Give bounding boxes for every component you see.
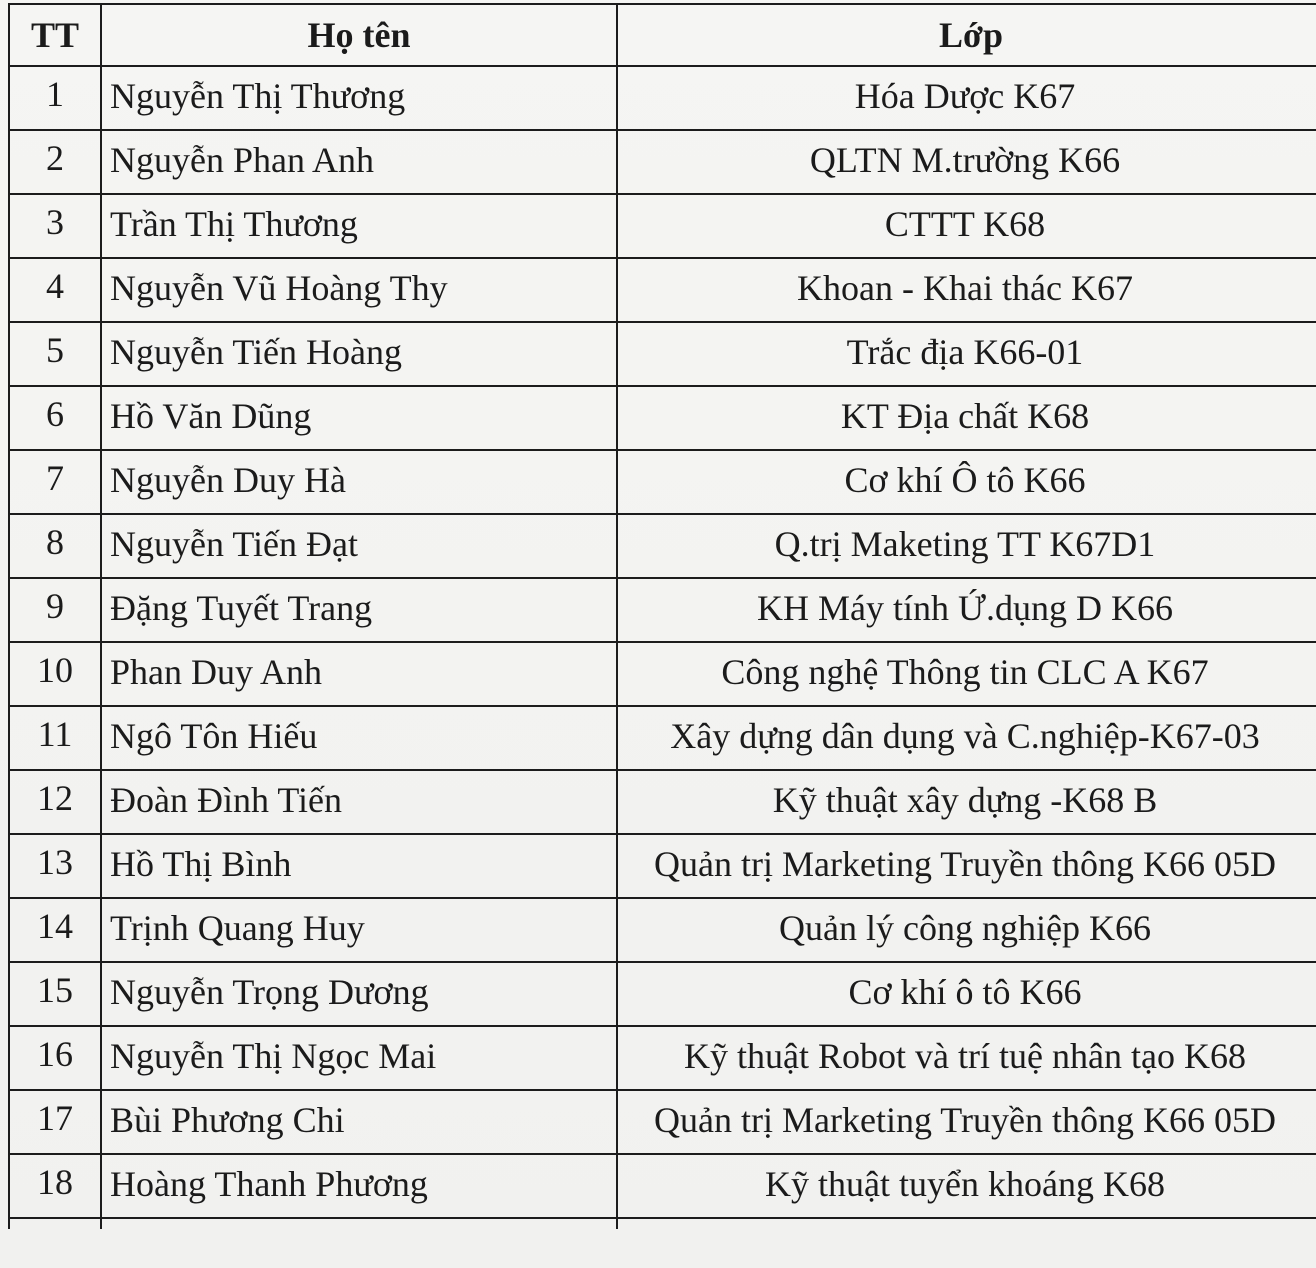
row-number: 7: [9, 450, 101, 514]
class-name: CTTT K68: [617, 194, 1316, 258]
class-name: Trắc địa K66-01: [617, 322, 1316, 386]
row-number: 3: [9, 194, 101, 258]
table-row: [9, 66, 1316, 130]
class-name: KH Máy tính Ứ.dụng D K66: [617, 578, 1316, 642]
table-row: [9, 962, 1316, 1026]
row-number: 8: [9, 514, 101, 578]
header-name: Họ tên: [101, 4, 617, 66]
student-name: Đặng Tuyết Trang: [101, 578, 617, 642]
table-row: [9, 770, 1316, 834]
row-number: 5: [9, 322, 101, 386]
table-row: [9, 1154, 1316, 1218]
class-name: Quản trị Marketing Truyền thông K66 05D: [617, 834, 1316, 898]
student-name: Nguyễn Vũ Hoàng Thy: [101, 258, 617, 322]
cutoff-cell: [9, 1218, 101, 1229]
student-name: Nguyễn Thị Ngọc Mai: [101, 1026, 617, 1090]
class-name: Kỹ thuật tuyển khoáng K68: [617, 1154, 1316, 1218]
row-number: 16: [9, 1026, 101, 1090]
row-number: 6: [9, 386, 101, 450]
row-number: 12: [9, 770, 101, 834]
class-name: Công nghệ Thông tin CLC A K67: [617, 642, 1316, 706]
student-table: [8, 3, 1316, 1229]
table-row: [9, 386, 1316, 450]
table-row: [9, 194, 1316, 258]
row-number: 4: [9, 258, 101, 322]
header-tt: TT: [9, 4, 101, 66]
student-name: Đoàn Đình Tiến: [101, 770, 617, 834]
table-row: [9, 1090, 1316, 1154]
student-name: Nguyễn Thị Thương: [101, 66, 617, 130]
row-number: 11: [9, 706, 101, 770]
row-number: 15: [9, 962, 101, 1026]
student-name: Trần Thị Thương: [101, 194, 617, 258]
class-name: Hóa Dược K67: [617, 66, 1316, 130]
table-row: [9, 898, 1316, 962]
row-number: 2: [9, 130, 101, 194]
row-number: 14: [9, 898, 101, 962]
row-number: 1: [9, 66, 101, 130]
table-row: [9, 514, 1316, 578]
class-name: QLTN M.trường K66: [617, 130, 1316, 194]
row-number: 10: [9, 642, 101, 706]
class-name: Q.trị Maketing TT K67D1: [617, 514, 1316, 578]
table-body: [9, 66, 1316, 1229]
class-name: Kỹ thuật xây dựng -K68 B: [617, 770, 1316, 834]
class-name: Quản lý công nghiệp K66: [617, 898, 1316, 962]
row-number: 17: [9, 1090, 101, 1154]
table-header-row: [9, 4, 1316, 66]
class-name: Kỹ thuật Robot và trí tuệ nhân tạo K68: [617, 1026, 1316, 1090]
student-name: Hồ Văn Dũng: [101, 386, 617, 450]
student-name: Nguyễn Trọng Dương: [101, 962, 617, 1026]
student-name: Phan Duy Anh: [101, 642, 617, 706]
cutoff-cell: [617, 1218, 1316, 1229]
table-row: [9, 642, 1316, 706]
row-number: 18: [9, 1154, 101, 1218]
class-name: Cơ khí ô tô K66: [617, 962, 1316, 1026]
table-row: [9, 258, 1316, 322]
table-row: [9, 834, 1316, 898]
class-name: Quản trị Marketing Truyền thông K66 05D: [617, 1090, 1316, 1154]
table-row-cutoff: [9, 1218, 1316, 1229]
class-name: KT Địa chất K68: [617, 386, 1316, 450]
table-row: [9, 322, 1316, 386]
table-row: [9, 130, 1316, 194]
class-name: Khoan - Khai thác K67: [617, 258, 1316, 322]
cutoff-cell: [101, 1218, 617, 1229]
student-name: Nguyễn Phan Anh: [101, 130, 617, 194]
student-name: Trịnh Quang Huy: [101, 898, 617, 962]
student-name: Hoàng Thanh Phương: [101, 1154, 617, 1218]
student-name: Nguyễn Duy Hà: [101, 450, 617, 514]
student-name: Hồ Thị Bình: [101, 834, 617, 898]
student-name: Ngô Tôn Hiếu: [101, 706, 617, 770]
row-number: 13: [9, 834, 101, 898]
student-name: Nguyễn Tiến Hoàng: [101, 322, 617, 386]
table-row: [9, 1026, 1316, 1090]
table-row: [9, 706, 1316, 770]
table-row: [9, 578, 1316, 642]
row-number: 9: [9, 578, 101, 642]
class-name: Xây dựng dân dụng và C.nghiệp-K67-03: [617, 706, 1316, 770]
table-row: [9, 450, 1316, 514]
student-name: Nguyễn Tiến Đạt: [101, 514, 617, 578]
header-class: Lớp: [617, 4, 1316, 66]
student-name: Bùi Phương Chi: [101, 1090, 617, 1154]
class-name: Cơ khí Ô tô K66: [617, 450, 1316, 514]
